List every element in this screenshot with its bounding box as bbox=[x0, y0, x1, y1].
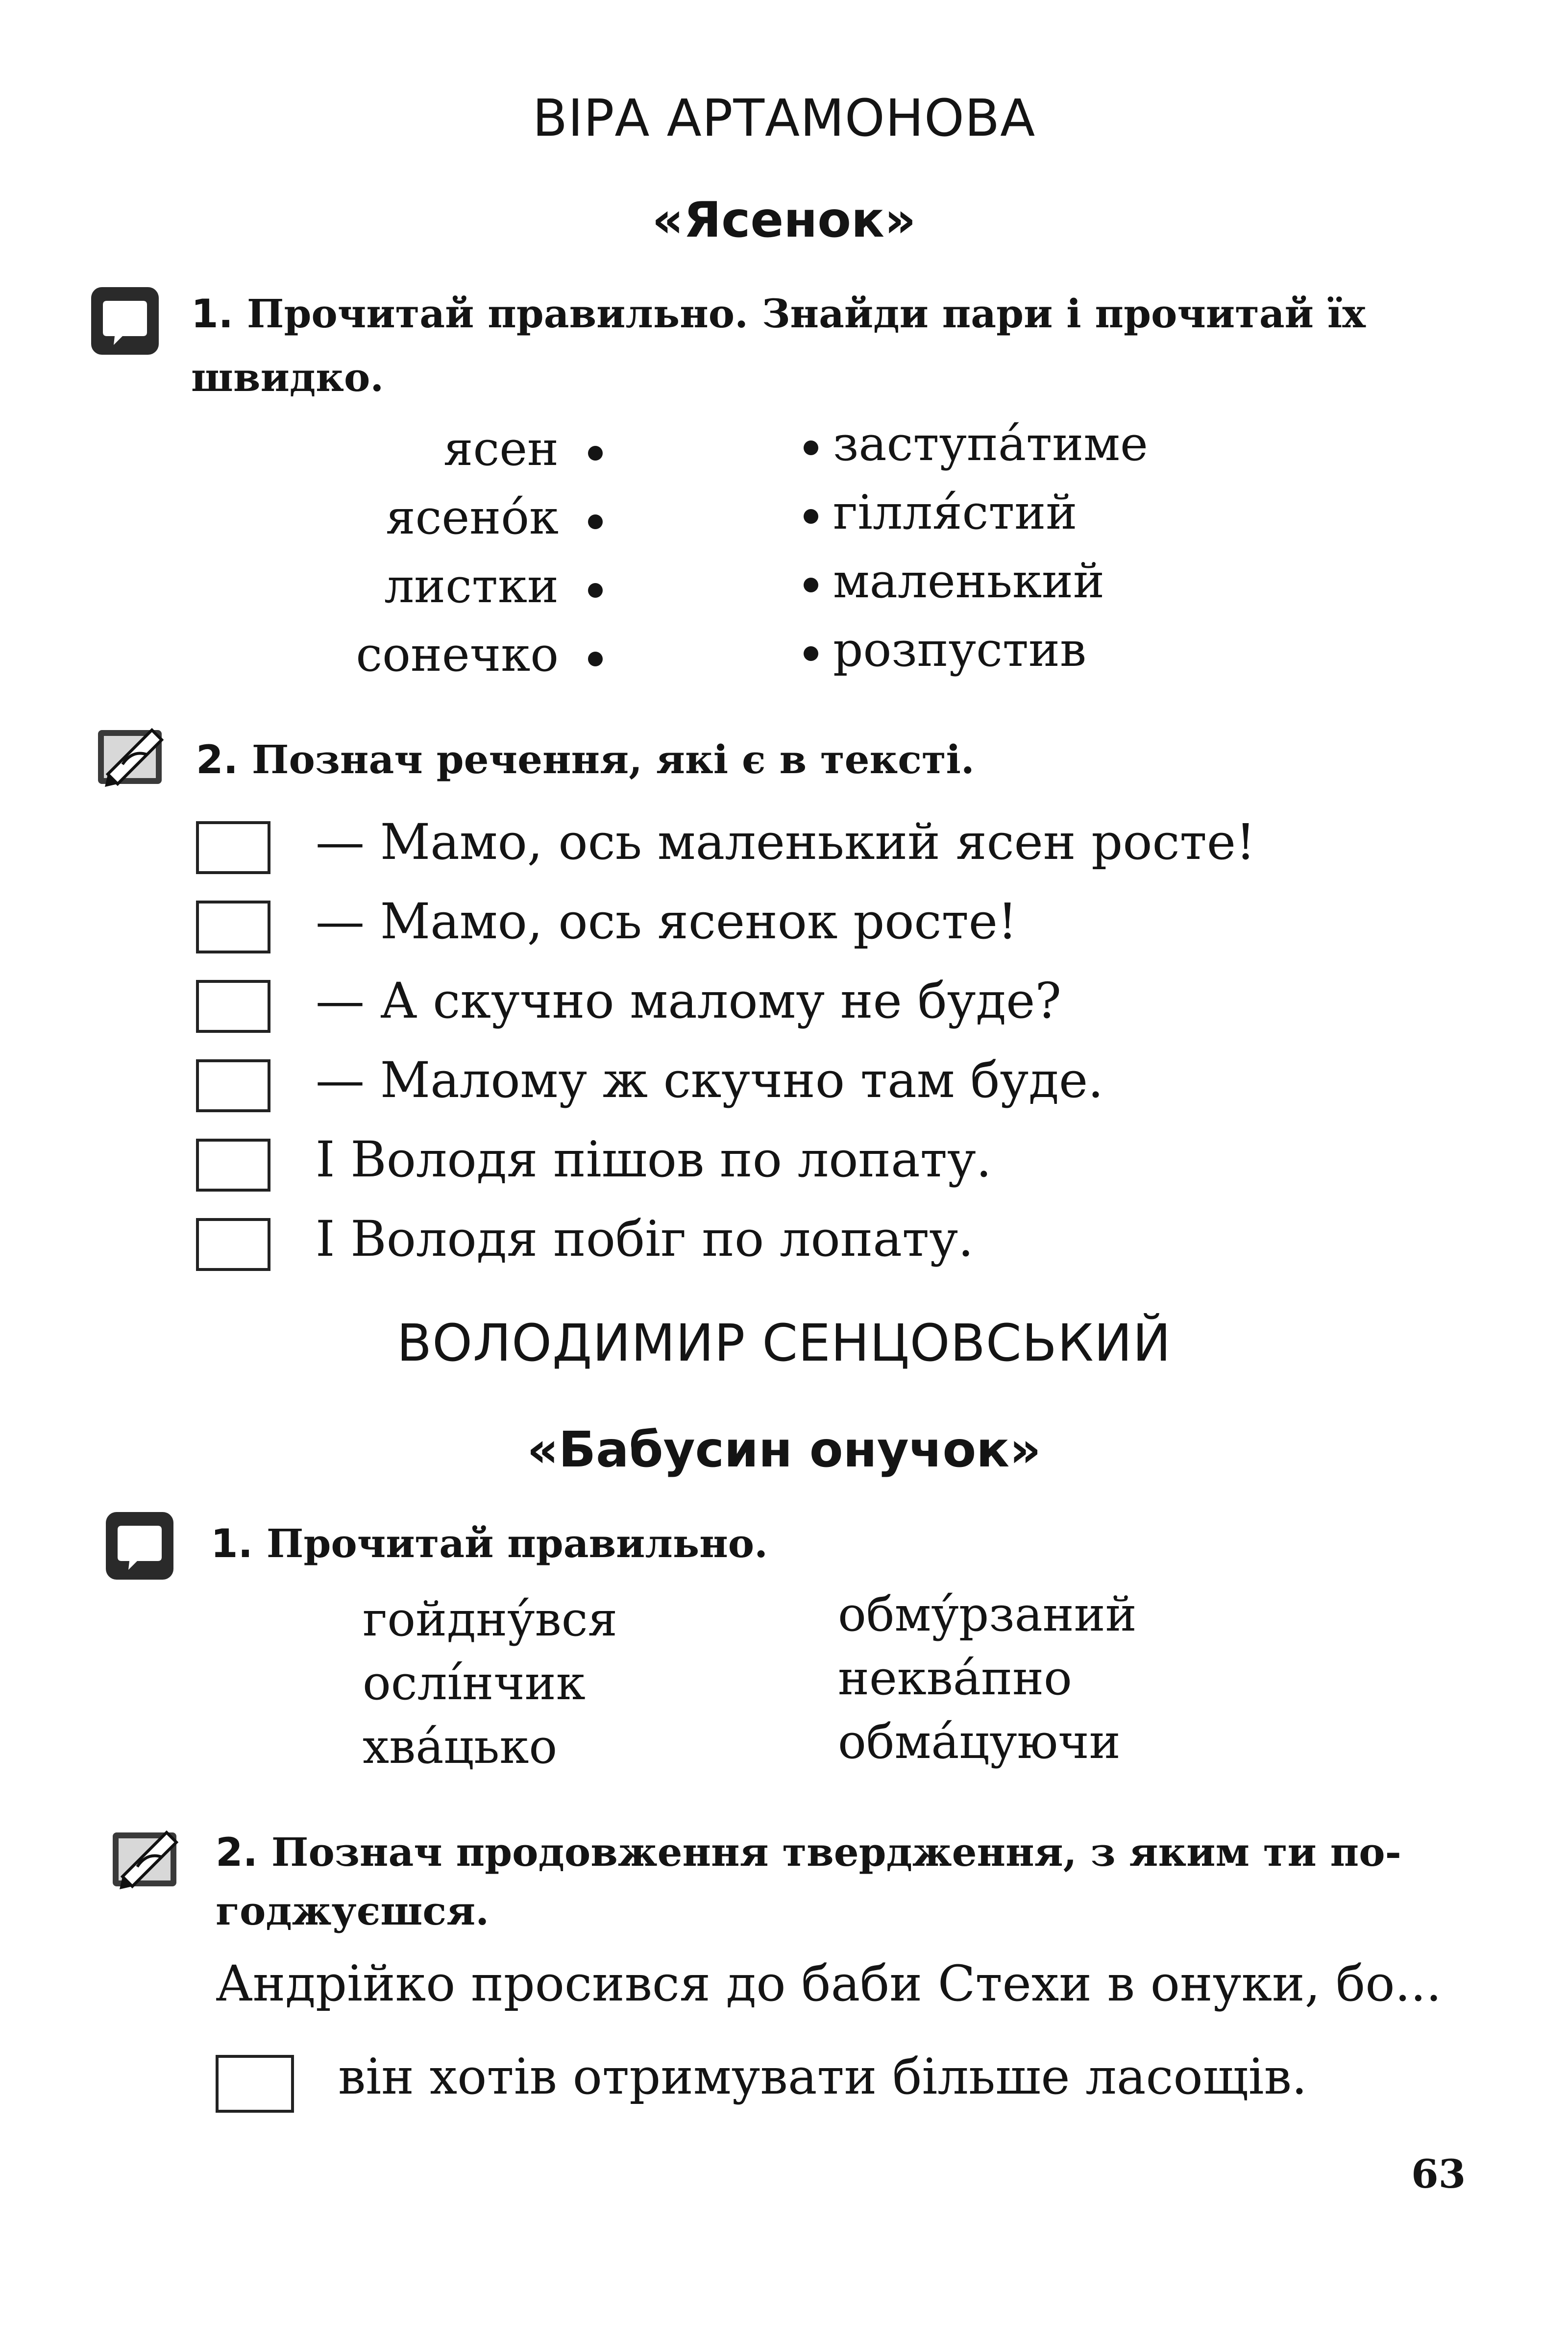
word: хва́цько bbox=[363, 1719, 558, 1774]
word: заступа́тиме bbox=[833, 416, 1148, 471]
word-row bbox=[804, 416, 1294, 485]
task-instruction bbox=[211, 1514, 768, 1573]
sentence-option bbox=[196, 1051, 1255, 1131]
match-dot[interactable] bbox=[804, 440, 818, 455]
word: маленький bbox=[833, 554, 1104, 609]
sentence-text: — Малому ж скучно там буде. bbox=[316, 1051, 1103, 1109]
task-text: Прочитай правильно. Знайди пари і прочитай їх bbox=[246, 291, 1366, 337]
word: гойдну́вся bbox=[363, 1592, 618, 1647]
word: ясено́к bbox=[386, 490, 559, 545]
sentence-option bbox=[196, 972, 1255, 1051]
word-row bbox=[804, 622, 1294, 691]
match-dot[interactable] bbox=[588, 583, 603, 598]
sentence-option-list bbox=[196, 813, 1255, 1290]
checkbox[interactable] bbox=[196, 1218, 270, 1271]
right-word-list bbox=[838, 1583, 1137, 1774]
word: неква́пно bbox=[838, 1651, 1072, 1706]
task-text-continued: годжуєшся. bbox=[216, 1888, 490, 1934]
word: обму́рзаний bbox=[838, 1587, 1137, 1642]
task-text: Прочитай правильно. bbox=[266, 1520, 768, 1566]
word: сонечко bbox=[356, 627, 559, 682]
task-text: Познач речення, які є в тексті. bbox=[251, 736, 975, 782]
match-dot[interactable] bbox=[588, 446, 603, 461]
word-row bbox=[804, 554, 1294, 622]
speech-bubble-icon bbox=[88, 284, 162, 358]
sentence-text: І Володя побіг по лопату. bbox=[316, 1210, 974, 1268]
task-instruction bbox=[216, 1823, 1490, 1882]
left-word-list bbox=[363, 1587, 617, 1779]
match-dot[interactable] bbox=[804, 578, 818, 592]
task-number: 1. bbox=[191, 291, 234, 337]
task-number: 2. bbox=[196, 737, 239, 782]
story-title: «Бабусин онучок» bbox=[527, 1421, 1041, 1478]
page-number: 63 bbox=[1411, 2151, 1466, 2197]
word: обма́цуючи bbox=[838, 1714, 1121, 1769]
task-number: 2. bbox=[216, 1830, 258, 1875]
word: ясен bbox=[443, 421, 559, 476]
story-title: «Ясенок» bbox=[652, 191, 916, 248]
checkbox[interactable] bbox=[196, 980, 270, 1033]
word-row bbox=[804, 485, 1294, 554]
task-instruction bbox=[196, 730, 975, 789]
right-word-list bbox=[804, 416, 1294, 691]
speech-bubble-icon bbox=[103, 1509, 176, 1583]
author-name: ВІРА АРТАМОНОВА bbox=[532, 88, 1036, 148]
word-row bbox=[0, 421, 617, 490]
task-number: 1. bbox=[211, 1521, 253, 1566]
match-dot[interactable] bbox=[588, 652, 603, 666]
match-dot[interactable] bbox=[588, 514, 603, 529]
checkbox[interactable] bbox=[196, 901, 270, 953]
statement-text: Андрійко просився до баби Стехи в онуки, бо... bbox=[216, 1955, 1442, 2012]
sentence-text: — Мамо, ось ясенок росте! bbox=[316, 893, 1018, 950]
checkbox[interactable] bbox=[196, 1139, 270, 1192]
word: ослі́нчик bbox=[363, 1656, 586, 1710]
sentence-text: — Мамо, ось маленький ясен росте! bbox=[316, 813, 1256, 871]
task-text: Познач продовження твердження, з яким ти по- bbox=[271, 1829, 1401, 1875]
answer-option bbox=[216, 2048, 1307, 2113]
sentence-text: — А скучно малому не буде? bbox=[316, 972, 1061, 1029]
sentence-option bbox=[196, 893, 1255, 972]
option-text: він хотів отримувати більше ласощів. bbox=[338, 2048, 1307, 2105]
sentence-option bbox=[196, 813, 1255, 893]
sentence-text: І Володя пішов по лопату. bbox=[316, 1131, 992, 1188]
pencil-hand-icon bbox=[93, 720, 176, 789]
match-dot[interactable] bbox=[804, 509, 818, 524]
word: гілля́стий bbox=[833, 485, 1078, 540]
pencil-hand-icon bbox=[108, 1823, 191, 1891]
sentence-option bbox=[196, 1210, 1255, 1290]
word: розпустив bbox=[833, 622, 1086, 677]
author-name: ВОЛОДИМИР СЕНЦОВСЬКИЙ bbox=[396, 1313, 1172, 1373]
task-text-continued: швидко. bbox=[191, 354, 384, 400]
task-instruction bbox=[191, 284, 1465, 343]
sentence-option bbox=[196, 1131, 1255, 1210]
word: листки bbox=[384, 559, 559, 613]
word-row bbox=[0, 490, 617, 559]
checkbox[interactable] bbox=[216, 2055, 294, 2113]
checkbox[interactable] bbox=[196, 821, 270, 874]
word-row bbox=[0, 559, 617, 627]
left-word-list bbox=[0, 421, 617, 696]
word-row bbox=[0, 627, 617, 696]
checkbox[interactable] bbox=[196, 1059, 270, 1112]
match-dot[interactable] bbox=[804, 646, 818, 661]
